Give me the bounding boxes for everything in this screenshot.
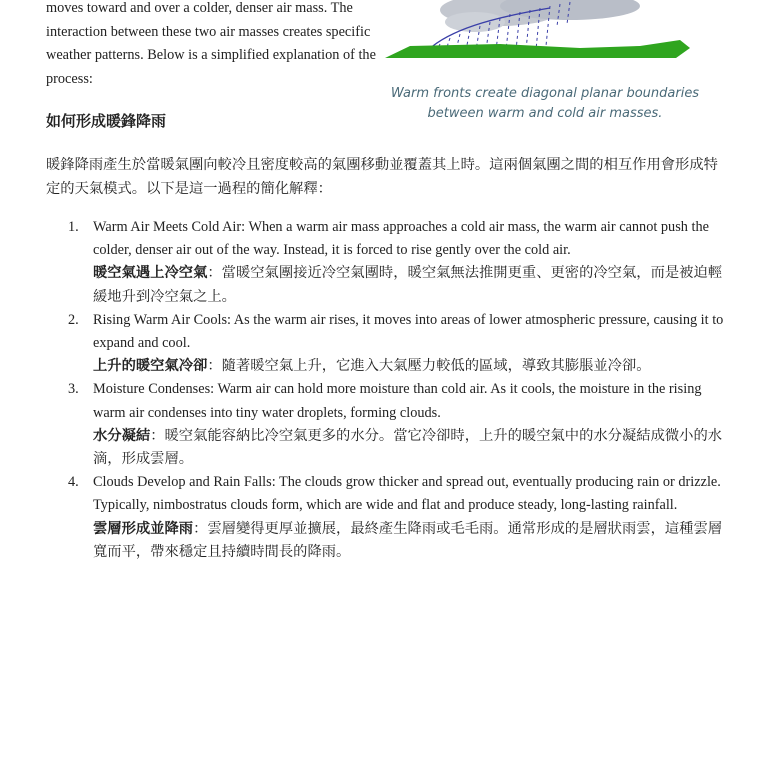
step-zh-title: 水分凝結 <box>93 427 151 444</box>
list-item <box>46 216 726 309</box>
step-title: Moisture Condenses <box>93 381 211 398</box>
step-text: : When a warm air mass approaches a cold air mass, the warm air cannot push the colder, denser air out of the way. Instead, it is forced to rise gently over the cold air. <box>93 219 709 259</box>
ground-strip <box>385 40 690 58</box>
step-zh-title: 暖空氣遇上冷空氣 <box>93 265 208 282</box>
paragraph-zh: 暖鋒降雨產生於當暖氣團向較冷且密度較高的氣團移動並覆蓋其上時。這兩個氣團之間的相互作用會形成特定的天氣模式。以下是這一過程的簡化解釋： <box>46 157 718 197</box>
step-number: 2. <box>68 311 79 328</box>
steps-list <box>46 216 726 564</box>
list-item <box>46 471 726 564</box>
step-title: Rising Warm Air Cools <box>93 311 228 328</box>
step-text: : The clouds grow thicker and spread out, eventually producing rain or drizzle. Typically, nimbostratus clouds form, which are wide and flat and produce steady, long-lasting rainfall. <box>93 474 721 514</box>
step-zh-text: ：隨著暖空氣上升，它進入大氣壓力較低的區域，導致其膨脹並冷卻。 <box>207 358 651 375</box>
warm-front-figure <box>380 0 710 130</box>
step-number: 1. <box>68 219 79 235</box>
step-number: 3. <box>68 381 79 398</box>
step-title: Clouds Develop and Rain Falls <box>93 474 272 491</box>
section-heading-zh: 如何形成暖鋒降雨 <box>46 114 167 130</box>
step-zh-title: 上升的暖空氣冷卻 <box>93 358 208 375</box>
step-number: 4. <box>68 474 79 491</box>
step-zh-text: ：暖空氣能容納比冷空氣更多的水分。當它冷卻時，上升的暖空氣中的水分凝結成微小的水滴，形成雲層。 <box>93 427 723 468</box>
figure-caption: Warm fronts create diagonal planar boundaries between warm and cold air masses. <box>390 86 700 121</box>
cloud-shape <box>445 12 505 32</box>
step-zh-title: 雲層形成並降雨 <box>93 520 194 537</box>
step-text: : Warm air can hold more moisture than cold air. As it cools, the moisture in the rising warm air condenses into tiny water droplets, forming clouds. <box>93 381 702 421</box>
warm-front-illustration <box>380 0 710 70</box>
list-item <box>46 378 726 471</box>
list-item <box>46 309 726 379</box>
step-title: Warm Air Meets Cold Air <box>93 219 242 235</box>
intro-paragraph: moves toward and over a colder, denser air mass. The interaction between these two air masses creates specific weather patterns. Below is a simplified explanation of the process: <box>46 0 376 87</box>
step-text: : As the warm air rises, it moves into areas of lower atmospheric pressure, causing it to expand and cool. <box>93 311 724 352</box>
step-zh-text: ：雲層變得更厚並擴展，最終產生降雨或毛毛雨。通常形成的是層狀雨雲，這種雲層寬而平，帶來穩定且持續時間長的降雨。 <box>93 520 723 560</box>
step-zh-text: ：當暖空氣團接近冷空氣團時，暖空氣無法推開更重、更密的冷空氣，而是被迫輕緩地升到冷空氣之上。 <box>93 265 723 305</box>
